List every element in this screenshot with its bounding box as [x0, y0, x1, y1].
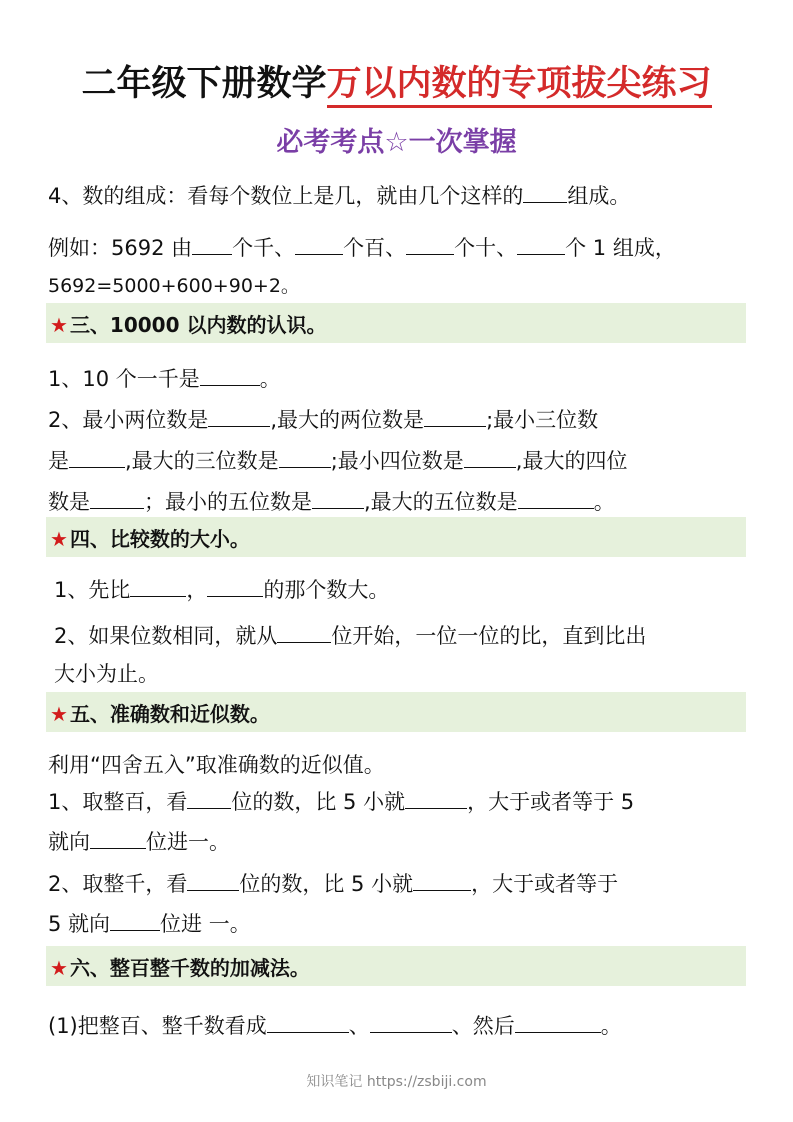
star-icon: ★ [50, 527, 68, 551]
text-span: 数是 [48, 490, 90, 514]
blank [69, 447, 125, 468]
text-span: 例如：5692 由 [48, 236, 193, 260]
text-span: 2、取整千，看 [48, 872, 188, 896]
blank [130, 576, 186, 597]
text-span: ，大于或者等于 [471, 872, 619, 896]
section-title: 四、比较数的大小。 [69, 527, 250, 551]
title-highlight: 万以内数的专项拔尖练习 [327, 64, 712, 108]
blank [413, 870, 471, 891]
text-span: 位的数，比 5 小就 [231, 790, 406, 814]
blank [523, 182, 567, 203]
text-span: ,最大的四位 [515, 449, 628, 473]
question-5-2-line-1 [48, 870, 618, 898]
blank [406, 234, 454, 255]
blank [312, 488, 364, 509]
question-3-2-line-1 [48, 406, 598, 434]
page-title [0, 56, 793, 106]
section-header-3 [46, 303, 746, 343]
page-subtitle: 必考考点☆一次掌握 [276, 127, 517, 158]
blank [207, 576, 263, 597]
blank [518, 488, 594, 509]
question-3-2-line-2 [48, 447, 627, 475]
question-5-2-line-2 [48, 910, 251, 938]
composition-example: 5692=5000+600+90+2。 [48, 275, 300, 297]
blank [370, 1012, 452, 1033]
question-3-2-line-3 [48, 488, 615, 516]
blank [90, 828, 146, 849]
text-span: (1)把整百、整千数看成 [48, 1014, 267, 1038]
section-title: 六、整百整千数的加减法。 [69, 956, 310, 980]
text-span: 1、先比 [54, 578, 131, 602]
question-6-1 [48, 1012, 622, 1040]
star-icon: ★ [50, 702, 68, 726]
text-span: ，大于或者等于 5 [467, 790, 635, 814]
composition-line-1 [48, 182, 630, 210]
blank [405, 788, 467, 809]
text-span: 是 [48, 449, 69, 473]
blank [464, 447, 516, 468]
blank [90, 488, 144, 509]
text-span: 位进一。 [146, 830, 230, 854]
blank [192, 234, 232, 255]
question-3-1 [48, 365, 281, 393]
text-span: ;最小四位数是 [330, 449, 464, 473]
text-span: 、然后 [451, 1014, 515, 1038]
text-span: ,最大的两位数是 [270, 408, 425, 432]
blank [200, 365, 260, 386]
watermark-footer: 知识笔记 https://zsbiji.com [306, 1074, 487, 1090]
title-main: 二年级下册数学 [81, 64, 327, 104]
text-span: 2、最小两位数是 [48, 408, 209, 432]
star-icon: ★ [50, 313, 68, 337]
text-span: 1、取整百，看 [48, 790, 188, 814]
blank [277, 622, 331, 643]
text-span: 4、数的组成：看每个数位上是几，就由几个这样的 [48, 184, 524, 208]
text-span: 组成。 [567, 184, 631, 208]
blank [295, 234, 343, 255]
text-span: 5 就向 [48, 912, 111, 936]
blank [110, 910, 160, 931]
section-title: 三、10000 以内数的认识。 [69, 313, 327, 337]
section-header-6 [46, 946, 746, 986]
question-5-1-line-1 [48, 788, 634, 816]
text-span: 位的数，比 5 小就 [239, 872, 414, 896]
text-span: 。 [600, 1014, 622, 1038]
question-4-2-line-1 [54, 622, 646, 650]
star-icon: ★ [50, 956, 68, 980]
text-span: 就向 [48, 830, 90, 854]
blank [517, 234, 565, 255]
blank [267, 1012, 349, 1033]
question-5-1-line-2 [48, 828, 230, 856]
text-span: 、 [348, 1014, 370, 1038]
blank [187, 870, 239, 891]
text-span: 位开始，一位一位的比，直到比出 [331, 624, 647, 648]
text-span: 。 [259, 367, 281, 391]
blank [515, 1012, 601, 1033]
text-span: 个 1 组成， [565, 236, 676, 260]
text-span: ,最大的三位数是 [125, 449, 279, 473]
composition-line-2 [48, 234, 676, 262]
question-4-1 [54, 576, 389, 604]
blank [187, 788, 231, 809]
blank [208, 406, 270, 427]
section-title: 五、准确数和近似数。 [69, 702, 270, 726]
text-span: ,最大的五位数是 [364, 490, 518, 514]
text-span: ；最小的五位数是 [144, 490, 312, 514]
text-span: 个百、 [343, 236, 407, 260]
text-span: 1、10 个一千是 [48, 367, 200, 391]
text-span: ;最小三位数 [486, 408, 599, 432]
text-span: 个千、 [232, 236, 296, 260]
blank [424, 406, 486, 427]
text-span: 个十、 [454, 236, 518, 260]
text-span: 2、如果位数相同，就从 [54, 624, 278, 648]
section-header-5 [46, 692, 746, 732]
text-span: 的那个数大。 [263, 578, 390, 602]
section-5-intro: 利用“四舍五入”取准确数的近似值。 [48, 753, 385, 777]
question-4-2-line-2: 大小为止。 [54, 662, 159, 686]
blank [279, 447, 331, 468]
section-header-4 [46, 517, 746, 557]
text-span: 。 [593, 490, 615, 514]
text-span: ， [186, 578, 208, 602]
text-span: 位进 一。 [160, 912, 251, 936]
